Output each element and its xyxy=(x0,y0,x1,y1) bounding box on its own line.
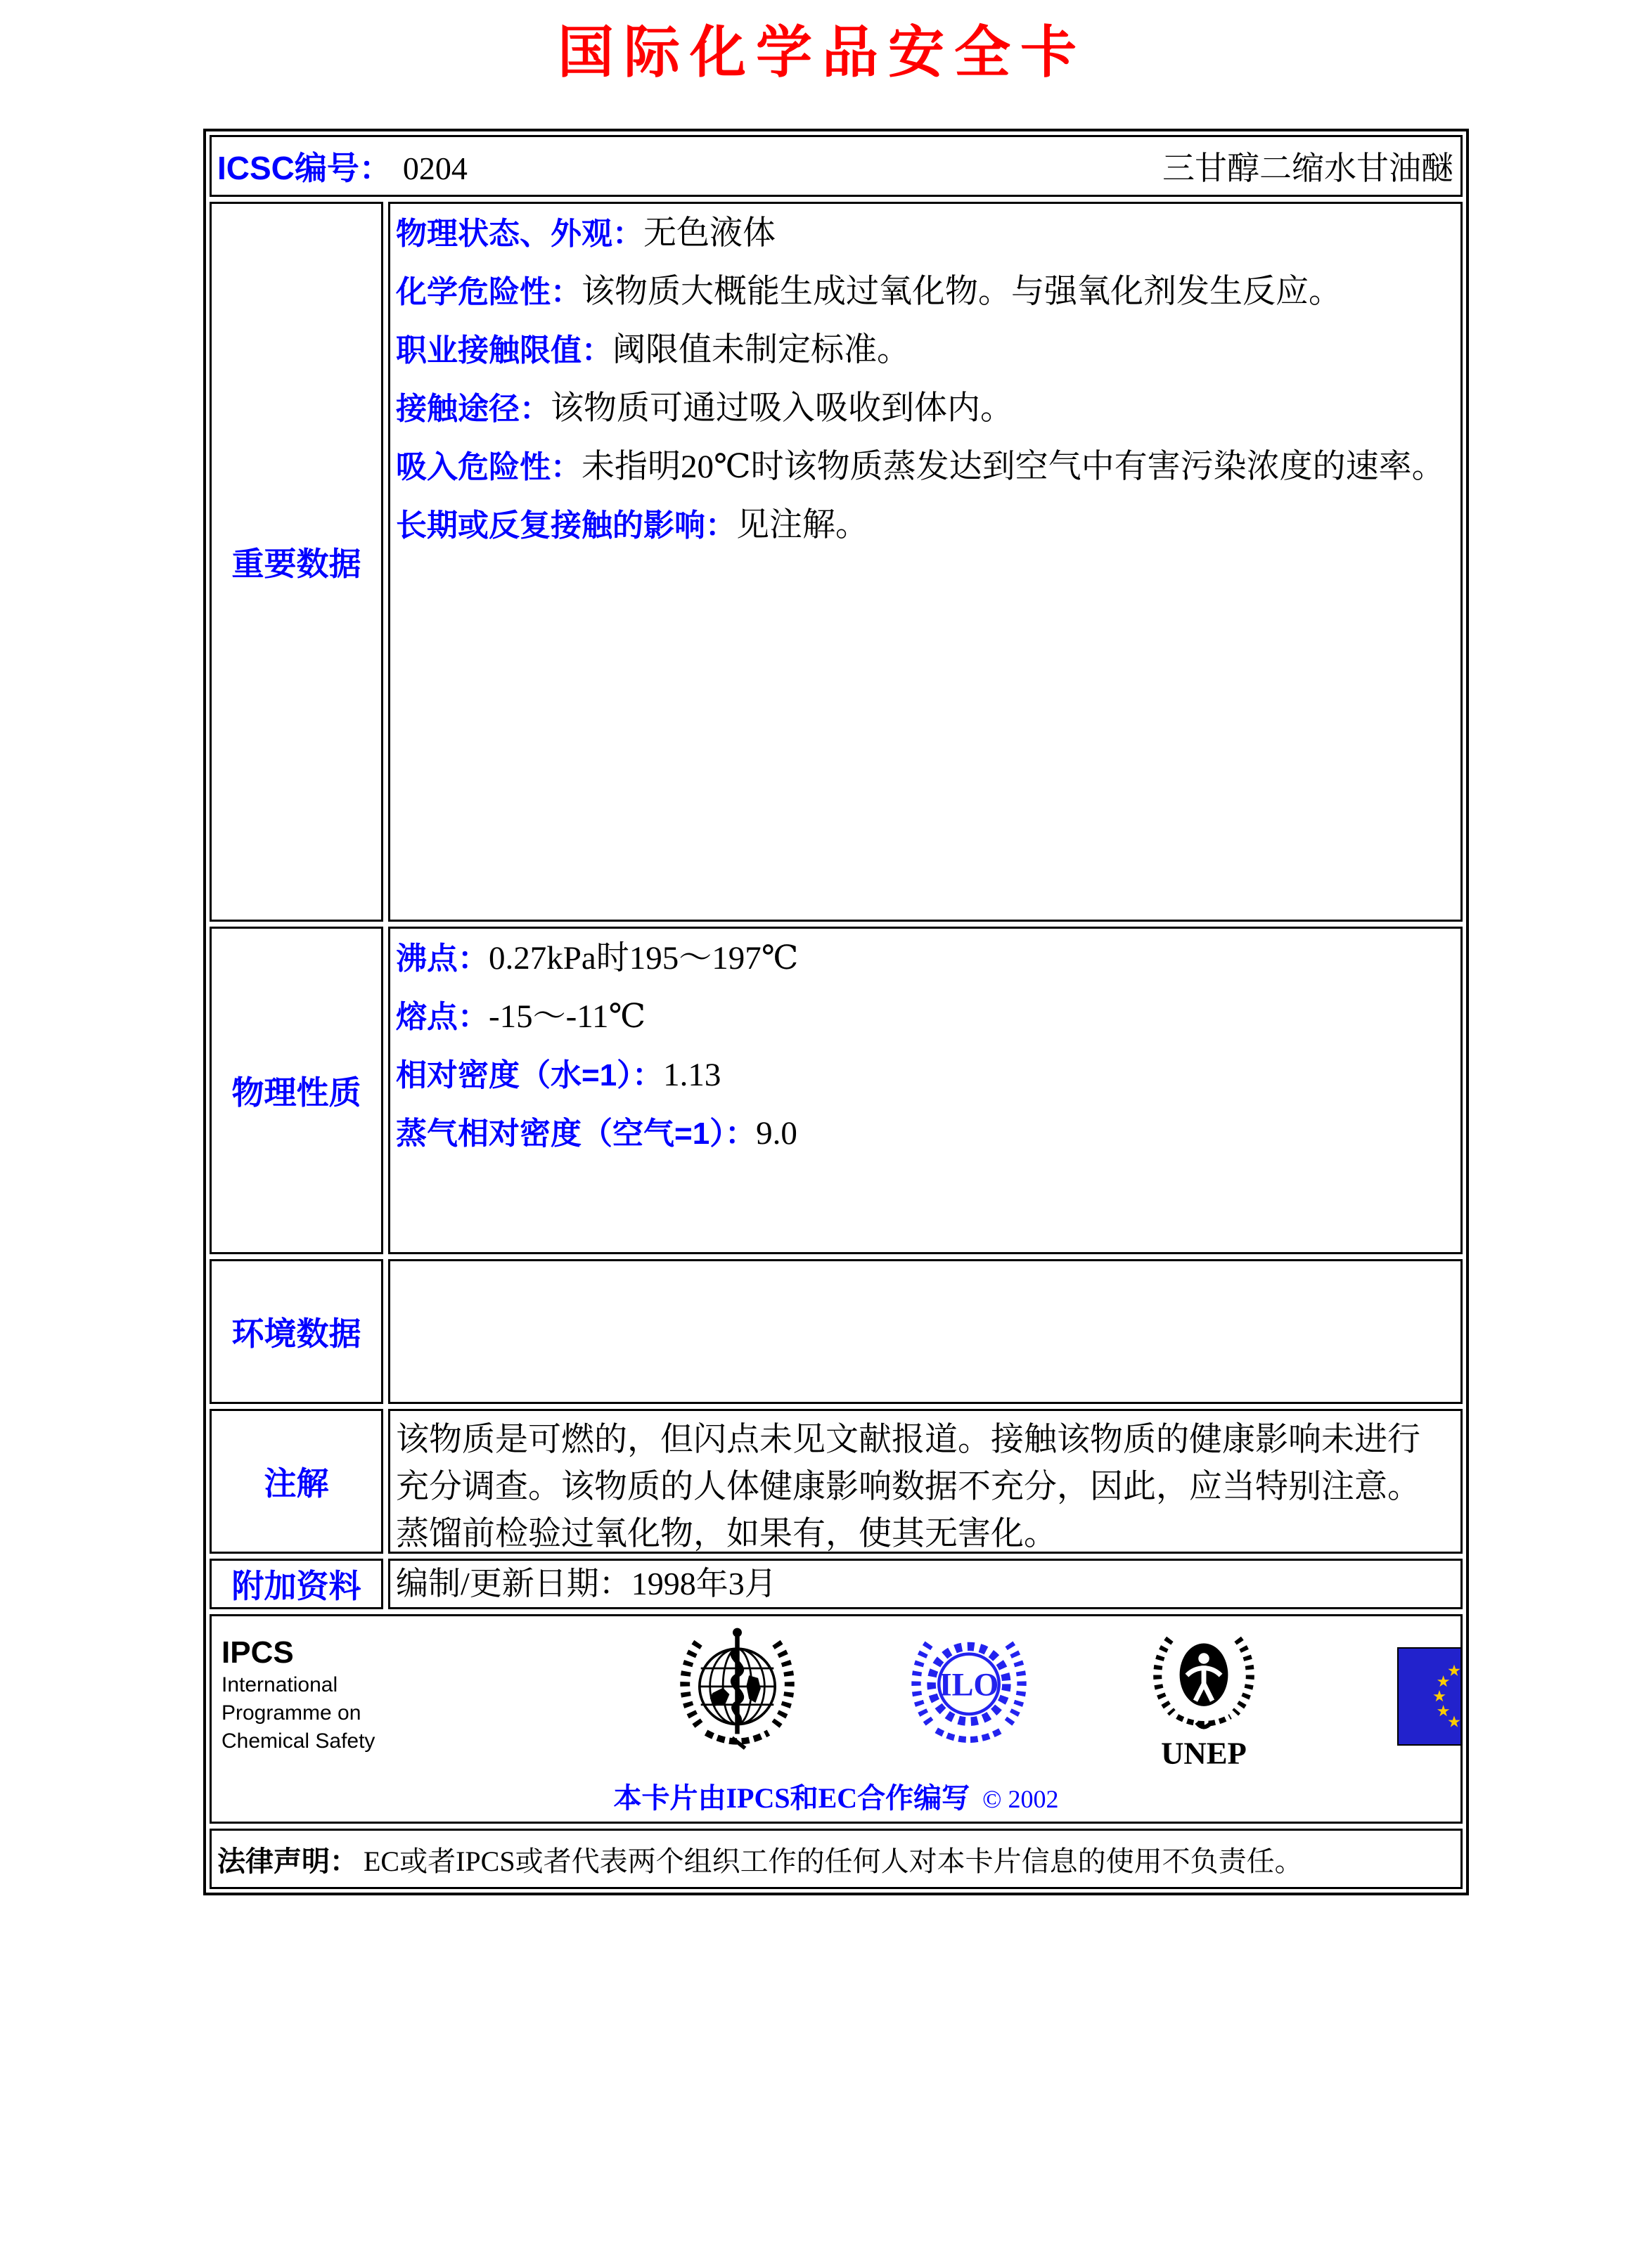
item-value: 0.27kPa时195～197℃ xyxy=(489,940,799,977)
ipcs-line: International xyxy=(221,1673,338,1696)
logos-cell xyxy=(210,1614,1463,1824)
logos-row xyxy=(210,1614,1463,1824)
section-label-cell xyxy=(210,202,383,922)
section-label: 附加资料 xyxy=(231,1568,361,1604)
chemical-name: 三甘醇二缩水甘油醚 xyxy=(1162,150,1453,186)
item-value: 见注解。 xyxy=(736,507,868,543)
notes-content xyxy=(388,1409,1463,1554)
item-label: 接触途径： xyxy=(396,392,551,426)
data-item xyxy=(396,208,1451,266)
header-cell xyxy=(210,135,1463,197)
item-label: 蒸气相对密度（空气=1）： xyxy=(396,1116,757,1151)
section-notes xyxy=(210,1409,1463,1554)
ilo-logo-icon xyxy=(906,1629,1032,1754)
ipcs-acronym: IPCS xyxy=(221,1635,294,1670)
section-label: 注解 xyxy=(264,1465,329,1502)
data-item xyxy=(396,991,1451,1050)
legal-notice-cell xyxy=(210,1829,1463,1889)
icsc-number-group xyxy=(217,143,468,189)
notes-text: 该物质是可燃的，但闪点未见文献报道。接触该物质的健康影响未进行充分调查。该物质的人体健康影响数据不充分，因此，应当特别注意。蒸馏前检验过氧化物，如果有，使其无害化。 xyxy=(396,1422,1420,1552)
data-item xyxy=(396,266,1451,325)
section-environmental-data xyxy=(210,1259,1463,1404)
item-label: 沸点： xyxy=(396,941,489,976)
section-label: 重要数据 xyxy=(231,546,361,582)
item-value: 该物质大概能生成过氧化物。与强氧化剂发生反应。 xyxy=(582,273,1342,310)
physical-properties-content xyxy=(388,927,1463,1254)
cooperation-caption xyxy=(212,1776,1460,1816)
legal-notice-text: EC或者IPCS或者代表两个组织工作的任何人对本卡片信息的使用不负责任。 xyxy=(364,1845,1303,1877)
data-item xyxy=(396,442,1451,500)
item-label: 长期或反复接触的影响： xyxy=(396,508,736,543)
update-date-text: 编制/更新日期：1998年3月 xyxy=(396,1566,777,1602)
important-data-content xyxy=(388,202,1463,922)
environment-text xyxy=(396,1265,1451,1267)
item-label: 物理状态、外观： xyxy=(396,217,643,251)
item-label: 职业接触限值： xyxy=(396,333,612,368)
section-label: 物理性质 xyxy=(231,1074,361,1111)
ilo-logo-text: ILO xyxy=(939,1667,999,1703)
unep-logo-icon xyxy=(1143,1623,1264,1771)
data-item xyxy=(396,383,1451,442)
section-label-cell xyxy=(210,1409,383,1554)
data-item xyxy=(396,500,1451,558)
page-title: 国际化学品安全卡 xyxy=(558,19,1086,85)
data-item xyxy=(396,1108,1451,1166)
icsc-number-value: 0204 xyxy=(402,150,468,186)
section-label: 环境数据 xyxy=(231,1315,361,1352)
ipcs-line: Programme on xyxy=(221,1701,361,1725)
item-value: -15～-11℃ xyxy=(489,998,646,1035)
item-label: 吸入危险性： xyxy=(396,450,582,484)
legal-notice-label: 法律声明： xyxy=(217,1845,358,1877)
additional-information-content xyxy=(388,1559,1463,1609)
section-physical-properties xyxy=(210,927,1463,1254)
who-logo-icon xyxy=(672,1625,802,1755)
unep-logo-text: UNEP xyxy=(1161,1735,1247,1771)
icsc-card xyxy=(203,129,1469,1895)
environmental-data-content xyxy=(388,1259,1463,1404)
data-item xyxy=(396,933,1451,991)
item-label: 熔点： xyxy=(396,1000,489,1034)
item-label: 相对密度（水=1）： xyxy=(396,1058,664,1093)
data-item xyxy=(396,1050,1451,1108)
section-label-cell xyxy=(210,1259,383,1404)
item-value: 未指明20℃时该物质蒸发达到空气中有害污染浓度的速率。 xyxy=(582,449,1445,485)
cooperation-caption-text: 本卡片由IPCS和EC合作编写 xyxy=(613,1782,970,1814)
item-label: 化学危险性： xyxy=(396,275,582,309)
item-value: 该物质可通过吸入吸收到体内。 xyxy=(551,390,1013,427)
item-value: 无色液体 xyxy=(643,215,776,252)
item-value: 9.0 xyxy=(756,1115,797,1152)
item-value: 阈限值未制定标准。 xyxy=(612,332,910,368)
section-label-cell xyxy=(210,1559,383,1609)
section-important-data xyxy=(210,202,1463,922)
header-row xyxy=(210,135,1463,197)
eu-flag-icon xyxy=(1397,1647,1463,1746)
icsc-number-label: ICSC编号： xyxy=(217,150,392,186)
section-label-cell xyxy=(210,927,383,1254)
ipcs-text-block xyxy=(221,1635,454,1755)
data-item xyxy=(396,325,1451,383)
item-value: 1.13 xyxy=(663,1057,721,1093)
section-additional-information xyxy=(210,1559,1463,1609)
legal-notice-row xyxy=(210,1829,1463,1889)
copyright-text: © 2002 xyxy=(982,1785,1059,1813)
ipcs-line: Chemical Safety xyxy=(221,1729,375,1753)
